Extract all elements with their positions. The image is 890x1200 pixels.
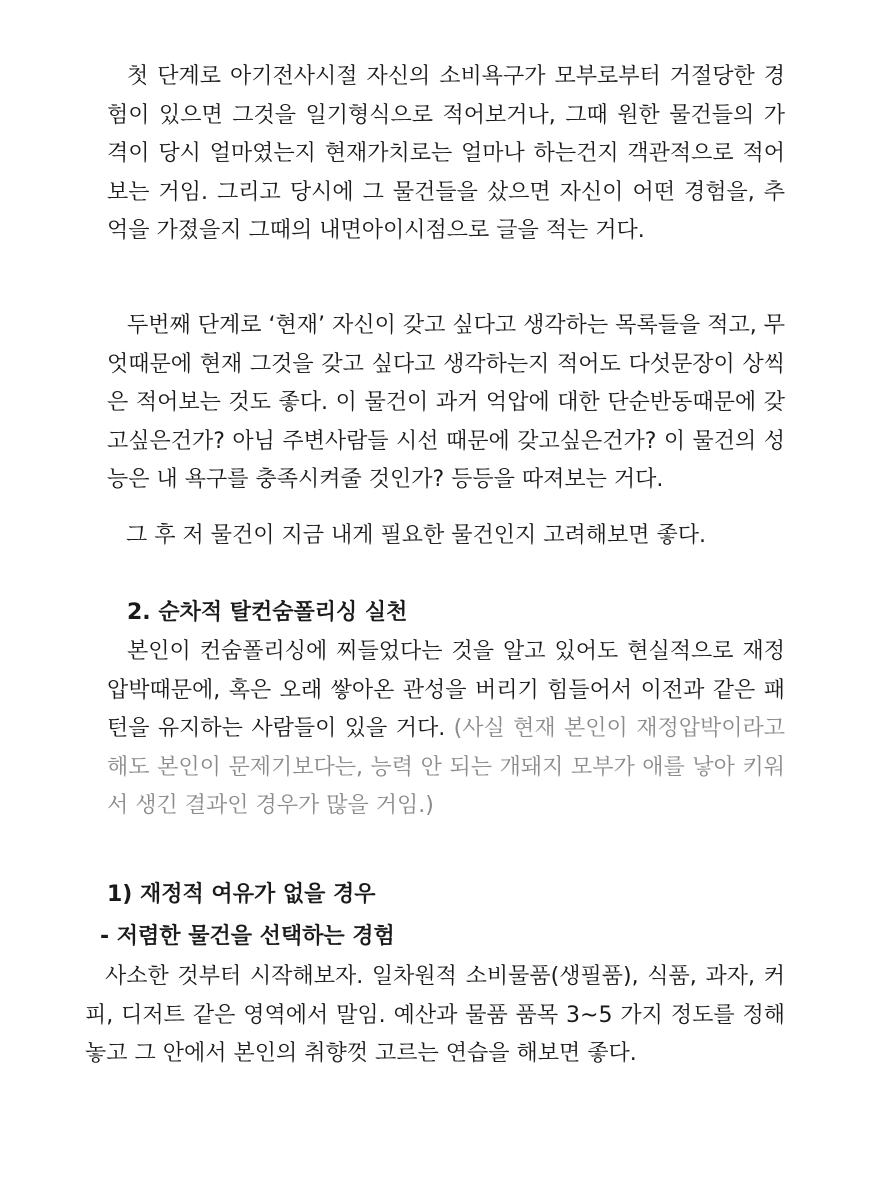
section-heading: 2. 순차적 탈컨숨폴리싱 실천 [127, 600, 408, 625]
subsection-heading: 1) 재정적 여유가 없을 경우 [107, 882, 376, 907]
subsection-subheading: - 저렴한 물건을 선택하는 경험 [100, 924, 395, 949]
paragraph-practice-main: 본인이 컨숨폴리싱에 찌들었다는 것을 알고 있어도 현실적으로 재정압박때문에, 혹은 오래 쌓아온 관성을 버리기 힘들어서 이전과 같은 패턴을 유지하는 사람들이 있을 거다. [107, 639, 785, 741]
paragraph-practice [107, 633, 785, 826]
paragraph-small-start: 사소한 것부터 시작해보자. 일차원적 소비물품(생필품), 식품, 과자, 커피, 디저트 같은 영역에서 말임. 예산과 물품 품목 3~5 가지 정도를 정해놓고 그 안에서 본인의 취향껏 고르는 연습을 해보면 좋다. [85, 964, 785, 1066]
paragraph-step-one: 첫 단계로 아기전사시절 자신의 소비욕구가 모부로부터 거절당한 경험이 있으면 그것을 일기형식으로 적어보거나, 그때 원한 물건들의 가격이 당시 얼마였는지 현재가치로는 얼마나 하는건지 객관적으로 적어보는 거임. 그리고 당시에 그 물건들을 샀으면 자신이 어떤 경험을, 추억을 가졌을지 그때의 내면아이시점으로 글을 적는 거다. [107, 64, 785, 243]
paragraph-practice-note: (사실 현재 본인이 재정압박이라고 해도 본인이 문제기보다는, 능력 안 되는 개돼지 모부가 애를 낳아 키워서 생긴 결과인 경우가 많을 거임.) [107, 716, 785, 818]
paragraph-step-two: 두번째 단계로 ‘현재’ 자신이 갖고 싶다고 생각하는 목록들을 적고, 무엇때문에 현재 그것을 갖고 싶다고 생각하는지 적어도 다섯문장이 상씩은 적어보는 것도 좋다. 이 물건이 과거 억압에 대한 단순반동때문에 갖고싶은건가? 아님 주변사람들 시선 때문에 갖고싶은건가? 이 물건의 성능은 내 욕구를 충족시켜줄 것인가? 등등을 따져보는 거다. [107, 313, 785, 492]
paragraph-consider: 그 후 저 물건이 지금 내게 필요한 물건인지 고려해보면 좋다. [126, 523, 706, 548]
